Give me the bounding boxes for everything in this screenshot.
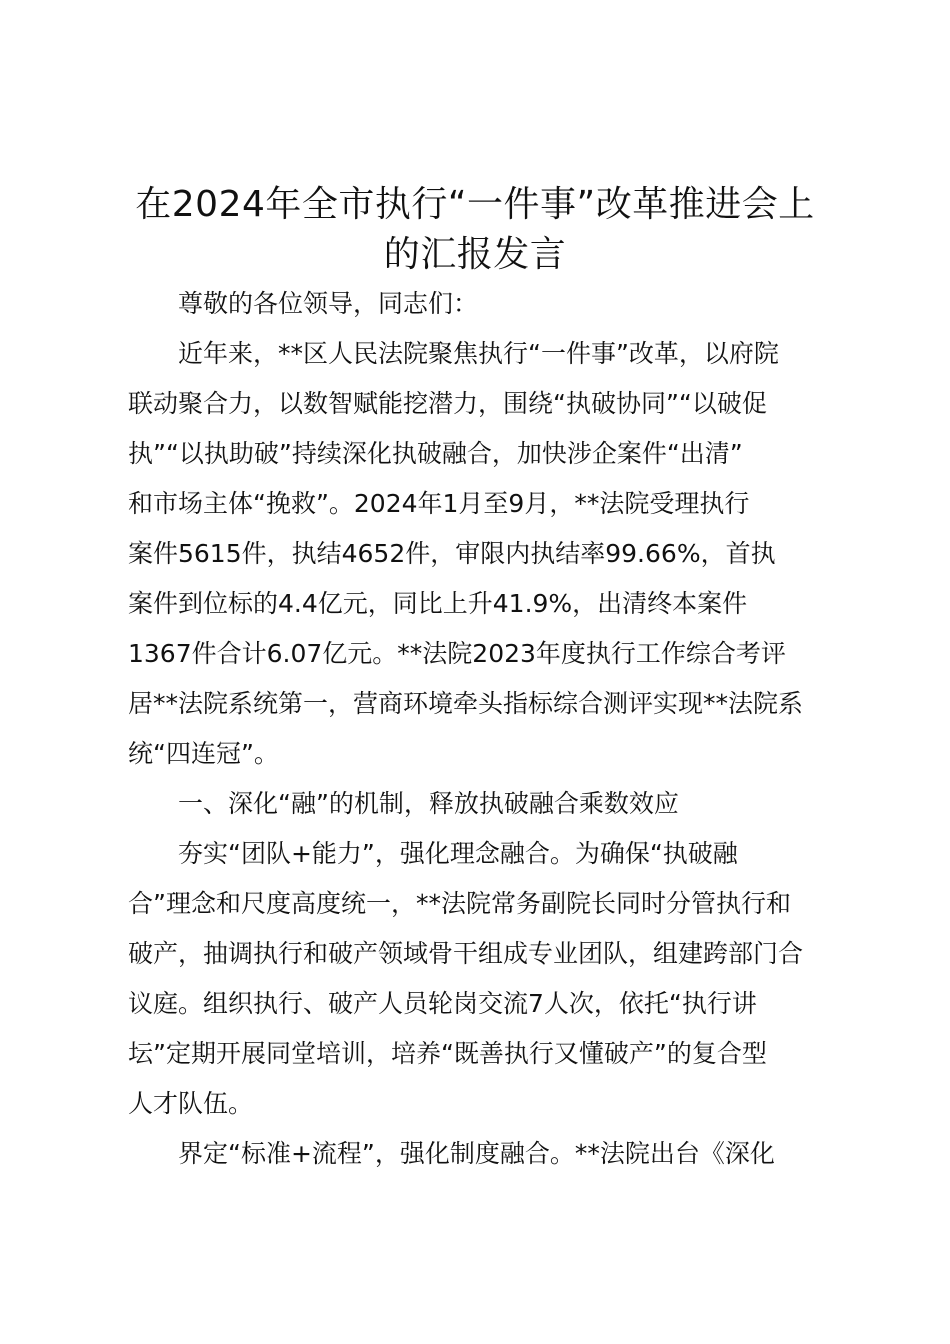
body-line: 近年来，**区人民法院聚焦执行“一件事”改革，以府院 bbox=[178, 339, 779, 368]
body-line: 界定“标准+流程”，强化制度融合。**法院出台《深化 bbox=[178, 1139, 775, 1168]
body-line: 联动聚合力，以数智赋能挖潜力，围绕“执破协同”“以破促 bbox=[128, 389, 767, 418]
body-line: 坛”定期开展同堂培训，培养“既善执行又懂破产”的复合型 bbox=[128, 1039, 767, 1068]
body-line: 1367件合计6.07亿元。**法院2023年度执行工作综合考评 bbox=[128, 639, 786, 668]
body-line: 统“四连冠”。 bbox=[128, 739, 279, 768]
body-line: 人才队伍。 bbox=[128, 1089, 254, 1118]
body-line: 案件5615件，执结4652件，审限内执结率99.66%，首执 bbox=[128, 539, 776, 568]
salutation: 尊敬的各位领导，同志们： bbox=[178, 289, 479, 318]
body-line: 破产，抽调执行和破产领域骨干组成专业团队，组建跨部门合 bbox=[128, 939, 804, 968]
document-title-line-1: 在2024年全市执行“一件事”改革推进会上 bbox=[135, 184, 815, 225]
section-heading: 一、深化“融”的机制，释放执破融合乘数效应 bbox=[178, 789, 679, 818]
body-line: 夯实“团队+能力”，强化理念融合。为确保“执破融 bbox=[178, 839, 738, 868]
body-line: 和市场主体“挽救”。2024年1月至9月，**法院受理执行 bbox=[128, 489, 750, 518]
body-line: 议庭。组织执行、破产人员轮岗交流7人次，依托“执行讲 bbox=[128, 989, 757, 1018]
body-line: 执”“以执助破”持续深化执破融合，加快涉企案件“出清” bbox=[128, 439, 743, 468]
body-line: 合”理念和尺度高度统一，**法院常务副院长同时分管执行和 bbox=[128, 889, 791, 918]
body-line: 案件到位标的4.4亿元，同比上升41.9%，出清终本案件 bbox=[128, 589, 748, 618]
document-title-line-2: 的汇报发言 bbox=[383, 234, 567, 275]
body-line: 居**法院系统第一，营商环境牵头指标综合测评实现**法院系 bbox=[128, 689, 804, 718]
